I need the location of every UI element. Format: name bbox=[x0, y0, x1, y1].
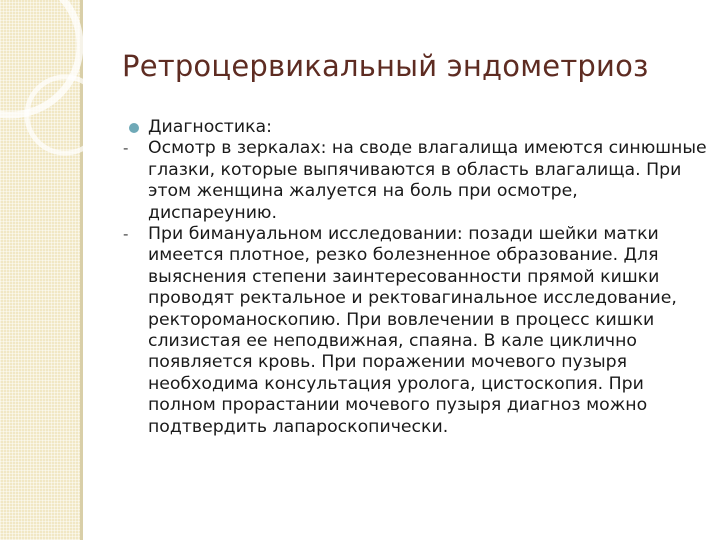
bullet-dot-icon bbox=[129, 123, 139, 133]
dash-item-bimanual-exam bbox=[123, 224, 708, 438]
slide-title: Ретроцервикальный эндометриоз bbox=[122, 49, 649, 83]
dash-item-speculum-exam bbox=[123, 138, 708, 224]
dash-marker: - bbox=[123, 139, 129, 158]
deco-circle-large bbox=[0, 0, 80, 115]
decorative-circles bbox=[0, 0, 140, 200]
item-text: При бимануальном исследовании: позади шейки матки имеется плотное, резко болезненное образование. Для выяснения степени заинтересованности прямой кишки проводят ректальное и ректовагинальное исследование, ректороманоскопию. При вовлечении в процесс кишки слизистая ее неподвижная, спаяна. В кале циклично появляется кровь. При поражении мочевого пузыря необходима консультация уролога, цистоскопия. При полном прорастании мочевого пузыря диагноз можно подтвердить лапароскопически. bbox=[148, 224, 677, 437]
bullet-item-diagnostics bbox=[148, 117, 708, 138]
slide-body bbox=[123, 117, 708, 438]
dash-marker: - bbox=[123, 225, 129, 244]
item-text: Диагностика: bbox=[148, 117, 272, 137]
item-text: Осмотр в зеркалах: на своде влагалища имеются синюшные глазки, которые выпячиваются в область влагалища. При этом женщина жалуется на боль при осмотре, диспареунию. bbox=[148, 138, 707, 223]
